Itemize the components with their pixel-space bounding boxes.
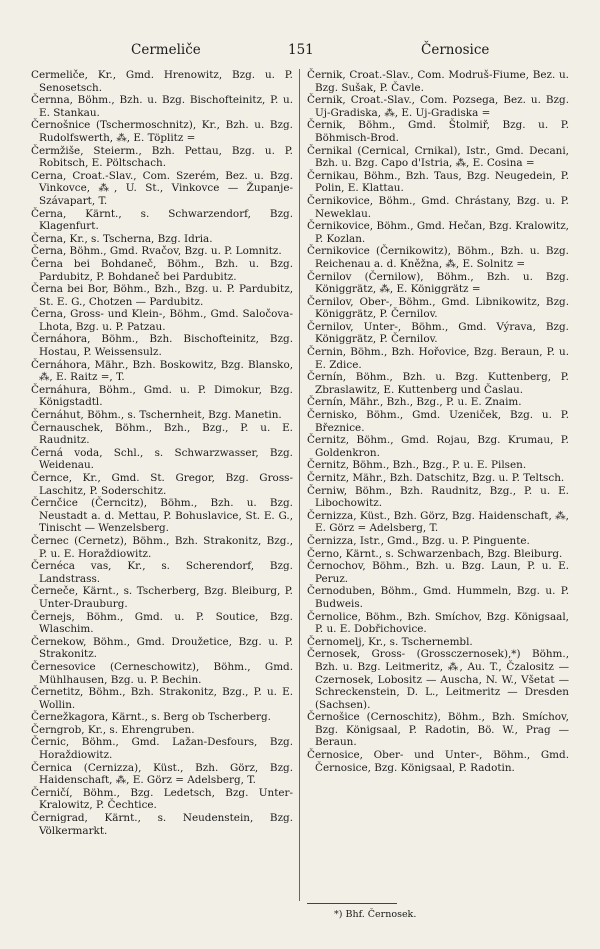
entry: Černáhut, Böhm., s. Tschernheit, Bzg. Manetin. <box>31 409 282 422</box>
entry: Černitz, Böhm., Gmd. Rojau, Bzg. Krumau, P. Goldenkron. <box>307 434 569 459</box>
entry: Černosek, Gross- (Grossczernosek),*) Böhm., Bzh. u. Bzg. Leitmeritz, ⁂, Au. T., Čzalositz — Czernosek, Lobositz — Auscha, N. W., Všetat — Schreckenstein, D. L., Leitmeritz — Dresden (Sachsen). <box>307 648 569 711</box>
entry: Černa, Gross- und Klein-, Böhm., Gmd. Saločova-Lhota, Bzg. u. P. Patzau. <box>31 308 293 333</box>
entry: Černigrad, Kärnt., s. Neudenstein, Bzg. Völkermarkt. <box>31 812 293 837</box>
entry: Černik, Croat.-Slav., Com. Modruš-Fiume, Bez. u. Bzg. Sušak, P. Čavle. <box>307 69 569 94</box>
entry: Černik, Böhm., Gmd. Štolmiř, Bzg. u. P. Böhmisch-Brod. <box>307 119 569 144</box>
entry: Černa, Kr., s. Tscherna, Bzg. Idria. <box>31 232 213 245</box>
entry: Černilov, Unter-, Böhm., Gmd. Výrava, Bzg. Königgrätz, P. Černilov. <box>307 320 569 346</box>
entry: Černéca vas, Kr., s. Scherendorf, Bzg. Landstrass. <box>31 560 293 585</box>
entry: Černošice (Cernoschitz), Böhm., Bzh. Smíchov, Bzg. Königsaal, P. Radotin, Bö. W., Prag — Beraun. <box>307 711 569 749</box>
entry: Černilov (Černilow), Böhm., Bzh. u. Bzg. Königgrätz, ⁂, E. Königgrätz = <box>307 270 569 296</box>
entry: Černiw, Böhm., Bzh. Raudnitz, Bzg., P. u. E. Libochowitz. <box>307 484 569 510</box>
entry: Černá voda, Schl., s. Schwarzwasser, Bzg. Weidenau. <box>31 446 293 472</box>
entry: Černica (Cernizza), Küst., Bzh. Görz, Bzg. Haidenschaft, ⁂, E. Görz = Adelsberg, T. <box>31 761 293 787</box>
entry: Černgrob, Kr., s. Ehrengruben. <box>31 723 195 736</box>
right-column <box>307 69 569 774</box>
entry: Černesovice (Cerneschowitz), Böhm., Gmd. Mühlhausen, Bzg. u. P. Bechin. <box>31 660 293 686</box>
entry: Černa bei Bohdaneč, Böhm., Bzh. u. Bzg. Pardubitz, P. Bohdaneč bei Pardubitz. <box>31 257 293 283</box>
header-left-word: Cermeliče <box>131 42 201 58</box>
entry: Černolice, Böhm., Bzh. Smíchov, Bzg. Königsaal, P. u. E. Dobřichovice. <box>307 610 569 636</box>
entry: Černik, Croat.-Slav., Com. Pozsega, Bez. u. Bzg. Uj-Gradiska, ⁂, E. Uj-Gradiska = <box>307 94 569 119</box>
entry: Černa, Böhm., Gmd. Rvačov, Bzg. u. P. Lomnitz. <box>31 245 282 258</box>
entry: Černosice, Ober- und Unter-, Böhm., Gmd. Černosice, Bzg. Königsaal, P. Radotin. <box>307 749 569 774</box>
entry: Černičí, Böhm., Bzg. Ledetsch, Bzg. Unter-Kralowitz, P. Čechtice. <box>31 786 293 812</box>
entry: Černec (Cernetz), Böhm., Bzh. Strakonitz, Bzg., P. u. E. Horaždiowitz. <box>31 534 293 560</box>
entry: Černce, Kr., Gmd. St. Gregor, Bzg. Gross-Laschitz, P. Soderschitz. <box>31 472 293 497</box>
entry: Černošnice (Tschermoschnitz), Kr., Bzh. u. Bzg. Rudolfswerth, ⁂, E. Töplitz = <box>31 119 293 144</box>
entry: Černín, Böhm., Bzh. u. Bzg. Kuttenberg, P. Zbraslawitz, E. Kuttenberg und Časlau. <box>307 371 569 396</box>
entry: Černikal (Cernical, Crnikal), Istr., Gmd. Decani, Bzh. u. Bzg. Capo d'Istria, ⁂, E. Cosina = <box>307 144 569 170</box>
page-number: 151 <box>288 42 314 58</box>
entry: Černikovice, Böhm., Gmd. Chrástany, Bzg. u. P. Neweklau. <box>307 194 569 220</box>
entry: Černikau, Böhm., Bzh. Taus, Bzg. Neugedein, P. Polin, E. Klattau. <box>307 169 569 195</box>
entry: Černitz, Mähr., Bzh. Datschitz, Bzg. u. P. Teltsch. <box>307 472 565 484</box>
entry: Černejs, Böhm., Gmd. u. P. Soutice, Bzg. Wlaschim. <box>31 610 293 636</box>
entry: Černizza, Istr., Gmd., Bzg. u. P. Pinguente. <box>307 534 530 547</box>
entry: Černežkagora, Kärnt., s. Berg ob Tscherberg. <box>31 711 271 724</box>
entry: Černic, Böhm., Gmd. Lažan-Desfours, Bzg. Horaždiowitz. <box>31 736 293 762</box>
entry: Černáhora, Mähr., Bzh. Boskowitz, Bzg. Blansko, ⁂, E. Raitz =, T. <box>31 358 293 384</box>
entry: Černeče, Kärnt., s. Tscherberg, Bzg. Bleiburg, P. Unter-Drauburg. <box>31 585 293 610</box>
footnote-rule <box>307 903 397 904</box>
entry: Černikovice (Černikowitz), Böhm., Bzh. u. Bzg. Reichenau a. d. Kněžna, ⁂, E. Solnitz = <box>307 245 569 270</box>
entry: Černisko, Böhm., Gmd. Uzeniček, Bzg. u. P. Březnice. <box>307 409 569 434</box>
entry: Černoduben, Böhm., Gmd. Hummeln, Bzg. u. P. Budweis. <box>307 585 569 610</box>
header-right-word: Černosice <box>421 42 490 58</box>
entry: Cermeliče, Kr., Gmd. Hrenowitz, Bzg. u. P. Senosetsch. <box>31 69 293 94</box>
entry: Černauschek, Böhm., Bzh., Bzg., P. u. E. Raudnitz. <box>31 421 293 447</box>
column-divider <box>299 69 300 901</box>
entry: Černin, Böhm., Bzh. Hořovice, Bzg. Beraun, P. u. E. Zdice. <box>307 346 569 371</box>
entry: Černáhora, Böhm., Bzh. Bischofteinitz, Bzg. Hostau, P. Weissensulz. <box>31 333 293 359</box>
entry: Černetitz, Böhm., Bzh. Strakonitz, Bzg., P. u. E. Wollin. <box>31 686 293 711</box>
entry: Černochov, Böhm., Bzh. u. Bzg. Laun, P. u. E. Peruz. <box>307 560 569 585</box>
entry: Černa bei Bor, Böhm., Bzh., Bzg. u. P. Pardubitz, St. E. G., Chotzen — Pardubitz. <box>31 283 293 308</box>
page-header <box>30 42 570 62</box>
entry: Černo, Kärnt., s. Schwarzenbach, Bzg. Bleiburg. <box>307 547 563 560</box>
entry: Černilov, Ober-, Böhm., Gmd. Libnikowitz, Bzg. Königgrätz, P. Černilov. <box>307 295 569 321</box>
entry: Černa, Kärnt., s. Schwarzendorf, Bzg. Klagenfurt. <box>31 207 293 233</box>
entry: Černčice (Černcitz), Böhm., Bzh. u. Bzg. Neustadt a. d. Mettau, P. Bohuslavice, St. E. G., Tinischt — Wenzelsberg. <box>31 497 293 535</box>
entry: Černáhura, Böhm., Gmd. u. P. Dimokur, Bzg. Königstadtl. <box>31 383 293 409</box>
entry: Cerna, Croat.-Slav., Com. Szerém, Bez. u. Bzg. Vinkovce, ⁂, U. St., Vinkovce — Županje-Szávapart, T. <box>31 169 293 207</box>
entry: Černín, Mähr., Bzh., Bzg., P. u. E. Znaim. <box>307 396 522 409</box>
left-column <box>31 69 293 837</box>
entry: Černomelj, Kr., s. Tschernembl. <box>307 635 473 648</box>
entry: Černekow, Böhm., Gmd. Droužetice, Bzg. u. P. Strakonitz. <box>31 635 293 661</box>
entry: Černizza, Küst., Bzh. Görz, Bzg. Haidenschaft, ⁂, E. Görz = Adelsberg, T. <box>307 509 569 535</box>
entry: Černitz, Böhm., Bzh., Bzg., P. u. E. Pilsen. <box>307 459 527 472</box>
entry: Černna, Böhm., Bzh. u. Bzg. Bischofteinitz, P. u. E. Stankau. <box>31 94 293 119</box>
footnote: *) Bhf. Černosek. <box>334 909 417 920</box>
entry: Čermžiše, Steierm., Bzh. Pettau, Bzg. u. P. Robitsch, E. Pöltschach. <box>31 144 293 170</box>
entry: Černikovice, Böhm., Gmd. Hečan, Bzg. Kralowitz, P. Kozlan. <box>307 220 569 245</box>
